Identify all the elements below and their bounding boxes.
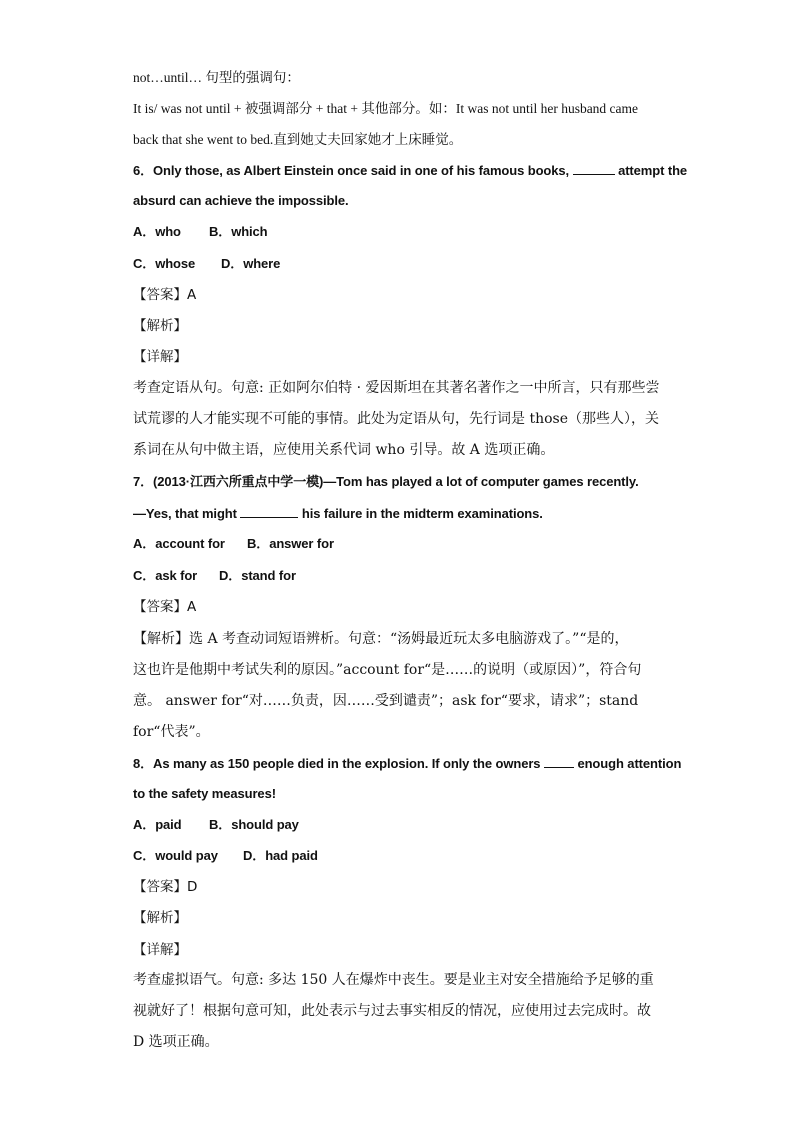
q7-options-row-1 (133, 534, 334, 554)
q7-option-a: A．account for (133, 536, 225, 551)
q7-answer: 【答案】A (133, 599, 197, 615)
q7-option-b: B．answer for (247, 536, 334, 551)
q8-option-c: C．would pay (133, 848, 218, 863)
q7-explanation-line-2: 这也许是他期中考试失利的原因。”account for“是……的说明（或原因）”，符合句 (133, 662, 642, 678)
q7-stem-part-a: —Yes, that might (133, 506, 241, 521)
q6-option-b: B．which (209, 224, 268, 239)
q7-stem-part-b: his failure in the midterm examinations. (298, 506, 543, 521)
q8-blank (544, 753, 574, 768)
text-line-3: back that she went to bed.直到她丈夫回家她才上床睡觉。 (133, 132, 463, 147)
q7-explanation-line-3: 意。 answer for“对……负责，因……受到谴责”；ask for“要求，请求”；stand (133, 693, 639, 709)
q6-option-c: C．whose (133, 256, 196, 271)
q8-answer: 【答案】D (133, 879, 198, 895)
q7-option-c: C．ask for (133, 568, 198, 583)
q8-options-row-1 (133, 815, 299, 835)
q6-blank (573, 160, 615, 175)
q6-stem-part-b: attempt the (614, 163, 688, 178)
q8-detail-heading: 【详解】 (133, 942, 187, 958)
q6-stem-line-1 (133, 160, 687, 181)
text-line-2: It is/ was not until + 被强调部分 + that + 其他部分。如：It was not until her husband came (133, 101, 639, 116)
q8-option-d: D．had paid (243, 848, 318, 863)
q8-option-b: B．should pay (209, 817, 299, 832)
q7-stem-line-1: 7．(2013·江西六所重点中学一模)—Tom has played a lot of computer games recently. (133, 474, 639, 489)
q6-options-row-1 (133, 222, 268, 242)
q8-option-a: A．paid (133, 817, 182, 832)
q6-option-a: A．who (133, 224, 181, 239)
q7-explanation-line-4: for“代表”。 (133, 724, 210, 740)
q6-analysis-heading: 【解析】 (133, 318, 187, 334)
q7-explanation-line-1: 【解析】选 A 考查动词短语辨析。句意：“汤姆最近玩太多电脑游戏了。”“是的， (133, 631, 629, 647)
q7-options-row-2 (133, 566, 296, 586)
q6-option-d: D．where (221, 256, 281, 271)
q6-stem-line-2: absurd can achieve the impossible. (133, 193, 349, 208)
q8-stem-line-1 (133, 753, 681, 774)
q8-analysis-heading: 【解析】 (133, 910, 187, 926)
q7-blank (240, 503, 298, 518)
q6-answer: 【答案】A (133, 287, 197, 303)
q8-stem-part-a: 8．As many as 150 people died in the explosion. If only the owners (133, 756, 544, 771)
q6-detail-heading: 【详解】 (133, 349, 187, 365)
q7-option-d: D．stand for (219, 568, 296, 583)
q8-explanation: 考查虚拟语气。句意: 多达 150 人在爆炸中丧生。要是业主对安全措施给予足够的重视就好了！根据句意可知，此处表示与过去事实相反的情况，应使用过去完成时。故 D 选项正确。 (133, 972, 654, 1050)
q8-options-row-2 (133, 846, 318, 866)
q8-stem-part-b: enough attention (573, 756, 682, 771)
q6-explanation: 考查定语从句。句意: 正如阿尔伯特 · 爱因斯坦在其著名著作之一中所言，只有那些尝试荒谬的人才能实现不可能的事情。此处为定语从句，先行词是 those（那些人），关系词在从句中做主语，应使用关系代词 who 引导。故 A 选项正确。 (133, 380, 660, 458)
q6-options-row-2 (133, 254, 280, 274)
text-line-1: not…until… 句型的强调句： (133, 70, 300, 85)
q7-stem-line-2 (133, 503, 543, 524)
q6-stem-part-a: 6．Only those, as Albert Einstein once said in one of his famous books, (133, 163, 573, 178)
q8-stem-line-2: to the safety measures! (133, 786, 276, 801)
